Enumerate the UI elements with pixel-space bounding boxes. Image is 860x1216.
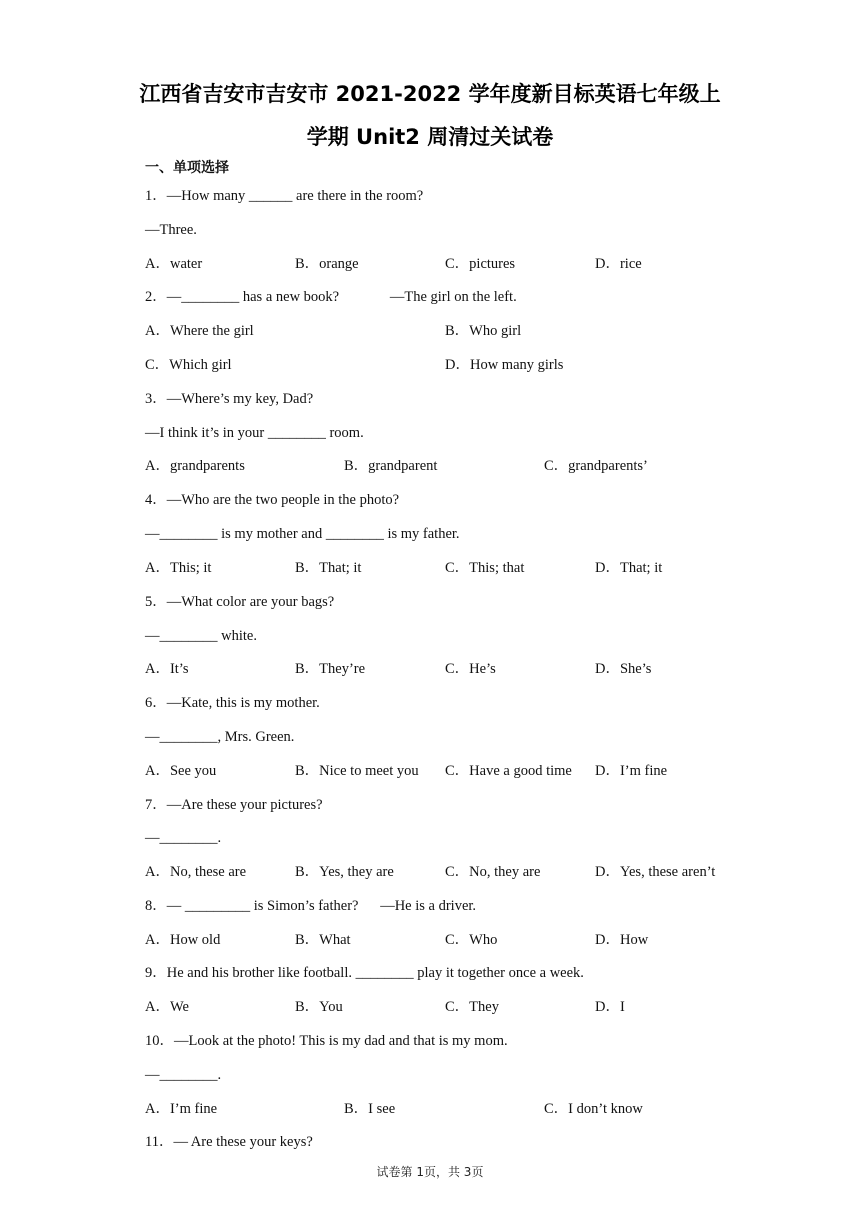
question-3-option-c: C．grandparents’	[544, 458, 648, 474]
question-8-option-b: B．What	[295, 932, 351, 948]
question-2-option-c: C．Which girl	[145, 357, 232, 373]
question-3-answer-line: —I think it’s in your ________ room.	[145, 425, 364, 441]
question-7-answer-line: —________.	[145, 830, 222, 846]
question-4-stem: 4．—Who are the two people in the photo?	[145, 492, 400, 508]
question-8-option-d: D．How	[595, 932, 649, 948]
question-2-option-a: A．Where the girl	[145, 323, 254, 339]
question-6-option-c: C．Have a good time	[445, 763, 572, 779]
question-5-option-c: C．He’s	[445, 661, 496, 677]
question-10-stem: 10．—Look at the photo! This is my dad and that is my mom.	[145, 1033, 508, 1049]
question-4-option-c: C．This; that	[445, 560, 525, 576]
question-10-answer-line: —________.	[145, 1067, 222, 1083]
question-8-option-a: A．How old	[145, 932, 221, 948]
question-2-option-d: D．How many girls	[445, 357, 564, 373]
question-6-option-d: D．I’m fine	[595, 763, 668, 779]
question-6-answer-line: —________, Mrs. Green.	[145, 729, 295, 745]
question-5-answer-line: —________ white.	[145, 628, 257, 644]
question-6-stem: 6．—Kate, this is my mother.	[145, 695, 320, 711]
question-6-option-b: B．Nice to meet you	[295, 763, 419, 779]
question-7-option-a: A．No, these are	[145, 864, 247, 880]
question-8-stem: 8．— _________ is Simon’s father? —He is a driver.	[145, 898, 477, 914]
question-7-option-d: D．Yes, these aren’t	[595, 864, 716, 880]
question-4-option-a: A．This; it	[145, 560, 212, 576]
question-9-stem: 9．He and his brother like football. ________ play it together once a week.	[145, 965, 584, 981]
question-2-stem: 2．—________ has a new book? —The girl on the left.	[145, 289, 517, 305]
question-5-stem: 5．—What color are your bags?	[145, 594, 335, 610]
question-11-stem: 11．— Are these your keys?	[145, 1134, 313, 1150]
question-7-stem: 7．—Are these your pictures?	[145, 797, 323, 813]
question-3-stem: 3．—Where’s my key, Dad?	[145, 391, 314, 407]
question-9-option-a: A．We	[145, 999, 189, 1015]
question-3-option-a: A．grandparents	[145, 458, 245, 474]
question-9-option-c: C．They	[445, 999, 499, 1015]
page-title-line-1: 江西省吉安市吉安市 2021-2022 学年度新目标英语七年级上	[139, 82, 721, 106]
question-5-option-b: B．They’re	[295, 661, 366, 677]
question-3-option-b: B．grandparent	[344, 458, 438, 474]
question-6-option-a: A．See you	[145, 763, 217, 779]
question-4-option-d: D．That; it	[595, 560, 663, 576]
question-2-option-b: B．Who girl	[445, 323, 522, 339]
question-9-option-d: D．I	[595, 999, 625, 1015]
question-8-option-c: C．Who	[445, 932, 498, 948]
question-1-stem: 1．—How many ______ are there in the room?	[145, 188, 424, 204]
question-7-option-b: B．Yes, they are	[295, 864, 394, 880]
question-10-option-b: B．I see	[344, 1101, 396, 1117]
question-1-option-a: A．water	[145, 256, 203, 272]
question-9-option-b: B．You	[295, 999, 343, 1015]
question-1-option-d: D．rice	[595, 256, 642, 272]
section-heading: 一、单项选择	[145, 160, 229, 176]
page-footer: 试卷第 1页，共 3页	[376, 1165, 484, 1179]
question-4-answer-line: —________ is my mother and ________ is my father.	[145, 526, 460, 542]
question-1-answer-line: —Three.	[145, 222, 197, 238]
question-1-option-c: C．pictures	[445, 256, 516, 272]
question-4-option-b: B．That; it	[295, 560, 362, 576]
question-7-option-c: C．No, they are	[445, 864, 541, 880]
question-10-option-c: C．I don’t know	[544, 1101, 643, 1117]
question-5-option-d: D．She’s	[595, 661, 652, 677]
page-title-line-2: 学期 Unit2 周清过关试卷	[306, 125, 554, 149]
question-10-option-a: A．I’m fine	[145, 1101, 218, 1117]
question-5-option-a: A．It’s	[145, 661, 189, 677]
question-1-option-b: B．orange	[295, 256, 359, 272]
